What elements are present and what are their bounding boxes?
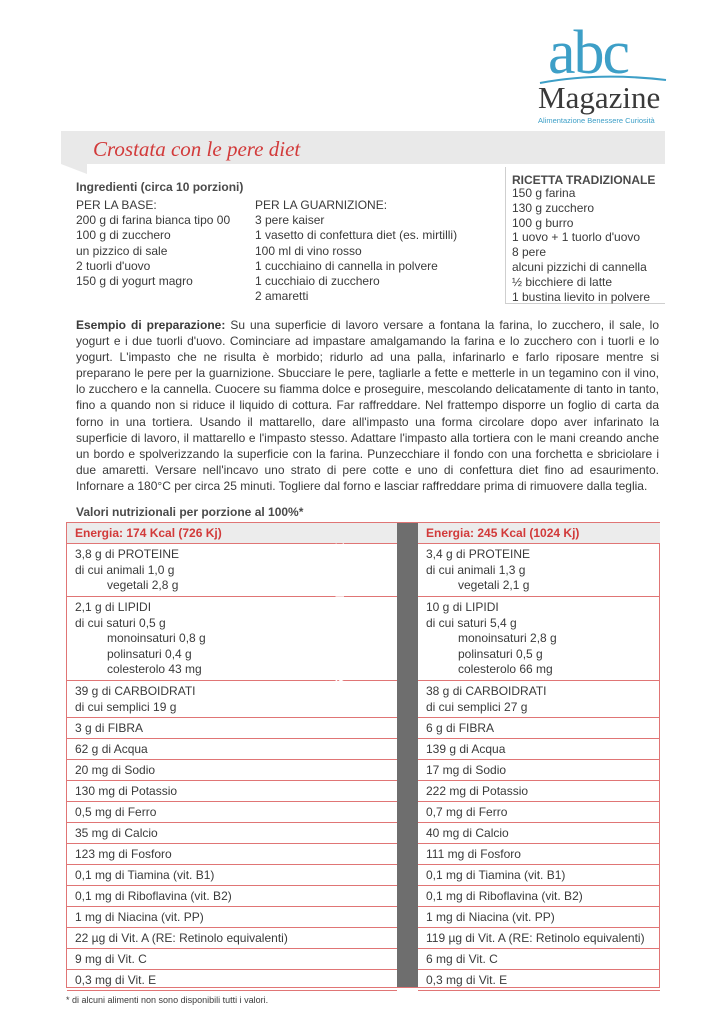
nutrient-line: 2,1 g di LIPIDI	[75, 600, 152, 614]
nutrient-row	[67, 886, 397, 907]
nutrient-line: di cui saturi 0,5 g	[75, 615, 166, 630]
garnish-item: 3 pere kaiser	[255, 213, 325, 228]
nutrient-row	[67, 739, 397, 760]
nutrient-line: polinsaturi 0,5 g	[458, 646, 543, 661]
base-item: 200 g di farina bianca tipo 00	[76, 213, 231, 228]
nutrient-line: Energia: 245 Kcal (1024 Kj)	[426, 526, 580, 540]
nutrient-line: di cui semplici 19 g	[75, 699, 177, 714]
nutrient-row	[67, 781, 397, 802]
footnote: * di alcuni alimenti non sono disponibili tutti i valori.	[66, 995, 269, 1005]
nutrient-line: monoinsaturi 0,8 g	[107, 631, 206, 645]
ingredients-heading: Ingredienti (circa 10 porzioni)	[76, 180, 244, 194]
nutrient-line: 0,3 mg di Vit. E	[75, 973, 157, 987]
garnish-item: PER LA GUARNIZIONE:	[255, 198, 388, 212]
nutrient-row	[67, 949, 397, 970]
nutrient-row	[418, 823, 660, 844]
nutrient-row	[418, 928, 660, 949]
base-item: 150 g di yogurt magro	[76, 274, 193, 289]
nutrient-line: di cui saturi 5,4 g	[426, 615, 517, 630]
nutrient-line: 17 mg di Sodio	[426, 763, 507, 777]
nutrient-row	[67, 844, 397, 865]
nutrient-line: di cui animali 1,0 g	[75, 562, 175, 577]
nutrient-row	[67, 865, 397, 886]
garnish-item: 1 cucchiaino di cannella in polvere	[255, 258, 438, 273]
nutrient-line: 130 mg di Potassio	[75, 784, 178, 798]
nutrient-line: 0,7 mg di Ferro	[426, 805, 508, 819]
nutrient-row	[418, 781, 660, 802]
nutrient-row	[67, 681, 397, 718]
nutrient-line: 6 mg di Vit. C	[426, 952, 498, 966]
nutrient-line: 0,1 mg di Riboflavina (vit. B2)	[426, 889, 583, 903]
nutrient-row	[418, 970, 660, 991]
preparation-text: Su una superficie di lavoro versare a fontana la farina, lo zucchero, il sale, lo yogurt e i due tuorli d'uovo. Cominciare ad impastare amalgamando la farina e lo zucchero con i tuorli e lo yogurt. L'impasto che ne risulta è morbido; ridurlo ad una palla, infarinarlo e farlo riposare mentre si preparano le pere per la guarnizione. Sbucciare le pere, tagliarle a fette e metterle in un tegamino con il vino, lo zucchero e la cannella. Cuocere su fiamma dolce e proseguire, mescolando delicatamente di tanto in tanto, fino a quando non si riduce il liquido di cottura. Far raffreddare. Nel frattempo disporre un foglio di carta da forno in una tortiera. Usando il mattarello, dare all'impasto una forma circolare dopo aver infarinato la superficie di lavoro, il mattarello e l'impasto stesso. Adattare l'impasto alla tortiera con le mani creando anche un bordo e spolverizzando la superficie con la farina. Punzecchiare il fondo con una forchetta e sbriciolare i due amaretti. Versare nell'incavo uno strato di pere cotte e uno di confettura diet fino ad esaurimento. Infornare a 180°C per circa 25 minuti. Togliere dal forno e lasciar raffreddare prima di rimuovere dalla teglia.	[76, 318, 660, 493]
garnish-item: 1 vasetto di confettura diet (es. mirtilli)	[255, 228, 458, 243]
nutrient-line: 222 mg di Potassio	[426, 784, 529, 798]
nutrient-row	[67, 928, 397, 949]
nutrient-line: 3,8 g di PROTEINE	[75, 547, 180, 561]
base-ingredients-list	[76, 198, 230, 289]
base-item: PER LA BASE:	[76, 198, 157, 212]
nutrient-line: 62 g di Acqua	[75, 742, 148, 756]
nutrient-row	[67, 823, 397, 844]
nutrient-row	[418, 907, 660, 928]
nutrition-heading: Valori nutrizionali per porzione al 100%*	[76, 505, 304, 519]
nutrient-line: 20 mg di Sodio	[75, 763, 156, 777]
nutrient-line: 123 mg di Fosforo	[75, 847, 172, 861]
nutrient-line: 139 g di Acqua	[426, 742, 506, 756]
vertical-label-text: RICETTA TRADIZIONALE	[335, 542, 347, 686]
nutrient-line: di cui animali 1,3 g	[426, 562, 526, 577]
base-item: 100 g di zucchero	[76, 228, 171, 243]
nutrient-line: 0,3 mg di Vit. E	[426, 973, 508, 987]
nutrient-row	[418, 865, 660, 886]
nutrient-line: 39 g di CARBOIDRATI	[75, 684, 196, 698]
logo-tagline: Alimentazione Benessere Curiosità	[538, 116, 655, 125]
traditional-item: 150 g farina	[512, 186, 576, 200]
nutrient-row	[67, 718, 397, 739]
nutrient-line: 0,1 mg di Tiamina (vit. B1)	[426, 868, 566, 882]
nutrient-line: 3,4 g di PROTEINE	[426, 547, 531, 561]
nutrient-line: 1 mg di Niacina (vit. PP)	[75, 910, 204, 924]
nutrient-row	[418, 718, 660, 739]
nutrient-row	[418, 681, 660, 718]
nutrient-line: di cui semplici 27 g	[426, 699, 528, 714]
nutrient-row	[67, 802, 397, 823]
nutrient-row	[418, 739, 660, 760]
nutrient-line: 111 mg di Fosforo	[426, 847, 521, 861]
nutrient-line: Energia: 174 Kcal (726 Kj)	[75, 526, 222, 540]
title-notch	[61, 164, 87, 174]
garnish-ingredients-list	[255, 198, 457, 304]
nutrient-row	[67, 907, 397, 928]
traditional-recipe-heading: RICETTA TRADIZIONALE	[512, 173, 656, 187]
logo-magazine-text: Magazine	[538, 80, 661, 115]
nutrient-line: 22 µg di Vit. A (RE: Retinolo equivalenti)	[75, 931, 288, 945]
base-item: un pizzico di sale	[76, 243, 168, 258]
nutrient-row	[418, 802, 660, 823]
nutrient-line: colesterolo 66 mg	[458, 662, 553, 676]
nutrient-line: 10 g di LIPIDI	[426, 600, 499, 614]
nutrient-line: 6 g di FIBRA	[426, 721, 495, 735]
nutrient-line: 38 g di CARBOIDRATI	[426, 684, 547, 698]
logo-abc-text: abc	[548, 19, 629, 87]
nutrient-row	[418, 886, 660, 907]
nutrient-line: 35 mg di Calcio	[75, 826, 158, 840]
nutrient-line: 0,1 mg di Tiamina (vit. B1)	[75, 868, 215, 882]
preparation-label: Esempio di preparazione:	[76, 318, 226, 332]
energy-row	[418, 523, 660, 544]
nutrient-line: 119 µg di Vit. A (RE: Retinolo equivalenti)	[426, 931, 645, 945]
preparation-paragraph	[76, 317, 659, 494]
nutrient-row	[67, 970, 397, 991]
nutrient-line: 1 mg di Niacina (vit. PP)	[426, 910, 555, 924]
traditional-recipe-vertical-label	[335, 536, 349, 686]
nutrient-line: monoinsaturi 2,8 g	[458, 631, 557, 645]
garnish-item: 100 ml di vino rosso	[255, 243, 362, 258]
nutrient-line: colesterolo 43 mg	[107, 662, 202, 676]
nutrient-row	[418, 949, 660, 970]
traditional-item: ½ bicchiere di latte	[512, 274, 613, 289]
nutrient-line: vegetali 2,8 g	[107, 578, 179, 592]
nutrient-line: 0,1 mg di Riboflavina (vit. B2)	[75, 889, 232, 903]
nutrient-row	[67, 760, 397, 781]
nutrient-line: 40 mg di Calcio	[426, 826, 509, 840]
nutrient-row	[418, 597, 660, 681]
garnish-item: 1 cucchiaio di zucchero	[255, 274, 380, 289]
nutrient-line: vegetali 2,1 g	[458, 578, 530, 592]
traditional-item: 1 uovo + 1 tuorlo d'uovo	[512, 230, 641, 245]
traditional-item: alcuni pizzichi di cannella	[512, 259, 647, 274]
nutrient-row	[418, 760, 660, 781]
nutrient-line: polinsaturi 0,4 g	[107, 646, 192, 661]
traditional-item: 100 g burro	[512, 215, 574, 230]
nutrient-line: 3 g di FIBRA	[75, 721, 144, 735]
recipe-title: Crostata con le pere diet	[93, 137, 301, 161]
traditional-item: 8 pere	[512, 245, 547, 260]
nutrition-table	[66, 522, 660, 988]
nutrient-line: 0,5 mg di Ferro	[75, 805, 157, 819]
garnish-item: 2 amaretti	[255, 289, 309, 304]
nutrient-row	[418, 544, 660, 597]
abc-magazine-logo	[530, 19, 670, 132]
traditional-item: 130 g zucchero	[512, 200, 595, 215]
traditional-ingredients-list	[512, 186, 650, 304]
nutrient-row	[418, 844, 660, 865]
traditional-item: 1 bustina lievito in polvere	[512, 289, 651, 304]
center-divider-band	[397, 523, 418, 987]
base-item: 2 tuorli d'uovo	[76, 258, 151, 273]
nutrient-line: 9 mg di Vit. C	[75, 952, 147, 966]
